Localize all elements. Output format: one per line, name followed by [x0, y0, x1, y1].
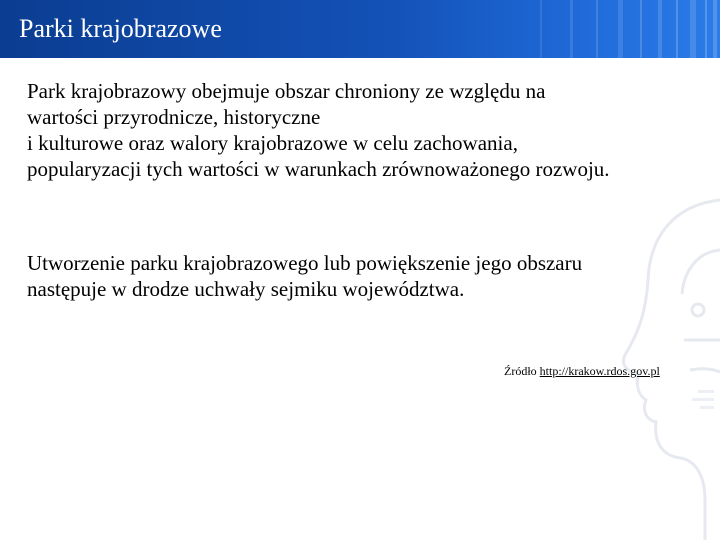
definition-line-2: wartości przyrodnicze, historyczne	[27, 105, 321, 129]
creation-line-1: Utworzenie parku krajobrazowego lub powiększenie jego obszaru	[27, 251, 583, 275]
term-park-krajobrazowy: Park krajobrazowy	[27, 79, 187, 103]
definition-line-1	[27, 78, 707, 104]
definition-line-4: popularyzacji tych wartości w warunkach zrównoważonego rozwoju.	[27, 157, 610, 181]
source-label: Źródło	[504, 364, 540, 378]
definition-line-3: i kulturowe oraz walory krajobrazowe w celu zachowania,	[27, 131, 518, 155]
creation-paragraph	[27, 250, 707, 302]
creation-line-2: następuje w drodze uchwały sejmiku województwa.	[27, 277, 465, 301]
source-citation	[504, 363, 660, 379]
definition-line-1-rest: obejmuje obszar chroniony ze względu na	[186, 79, 546, 103]
definition-paragraph	[27, 78, 707, 182]
title-bar	[0, 0, 720, 58]
source-link[interactable]: http://krakow.rdos.gov.pl	[539, 364, 660, 378]
header-decoration-stripes	[500, 0, 720, 58]
slide-title: Parki krajobrazowe	[19, 14, 222, 43]
